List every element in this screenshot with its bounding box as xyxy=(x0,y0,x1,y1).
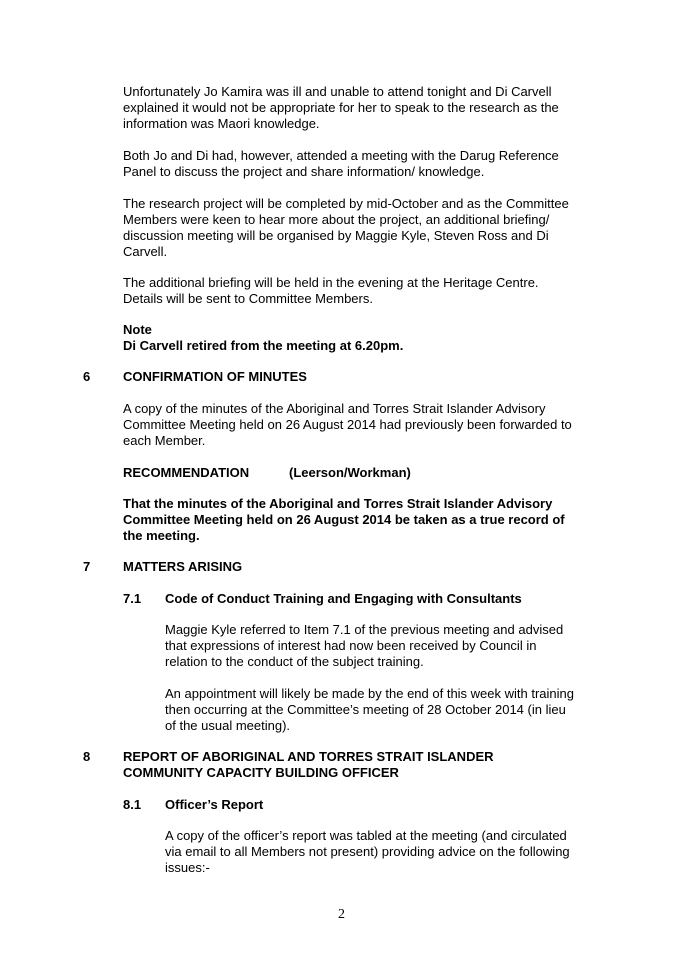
subsection-7-1-paragraph-2: An appointment will likely be made by the end of this week with training then occurring at the Committee’s meeting of 28 October 2014 (in lieu of the usual meeting). xyxy=(165,686,574,733)
paragraph-darug-panel: Both Jo and Di had, however, attended a meeting with the Darug Reference Panel to discuss the project and share information/ knowledge. xyxy=(123,148,559,179)
section-8-heading: REPORT OF ABORIGINAL AND TORRES STRAIT ISLANDER COMMUNITY CAPACITY BUILDING OFFICER xyxy=(123,749,494,780)
note-text: Di Carvell retired from the meeting at 6.20pm. xyxy=(123,338,404,353)
paragraph-jo-kamira-absence: Unfortunately Jo Kamira was ill and unable to attend tonight and Di Carvell explained it would not be appropriate for her to speak to the research as the information was Maori knowledge. xyxy=(123,84,559,131)
subsection-7-1-number: 7.1 xyxy=(123,591,142,606)
section-6-resolution: That the minutes of the Aboriginal and Torres Strait Islander Advisory Committee Meeting held on 26 August 2014 be taken as a true record of the meeting. xyxy=(123,496,565,543)
recommendation-movers: (Leerson/Workman) xyxy=(289,465,411,480)
section-6-heading: CONFIRMATION OF MINUTES xyxy=(123,369,307,384)
section-6-body: A copy of the minutes of the Aboriginal and Torres Strait Islander Advisory Committee Meeting held on 26 August 2014 had previously been forwarded to each Member. xyxy=(123,401,572,448)
subsection-8-1-number: 8.1 xyxy=(123,797,142,812)
section-8-number: 8 xyxy=(83,749,91,764)
note-label: Note xyxy=(123,322,152,337)
section-7-number: 7 xyxy=(83,559,91,574)
subsection-7-1-paragraph-1: Maggie Kyle referred to Item 7.1 of the previous meeting and advised that expressions of interest had now been received by Council in relation to the conduct of the subject training. xyxy=(165,622,564,669)
paragraph-additional-briefing: The additional briefing will be held in the evening at the Heritage Centre. Details will be sent to Committee Members. xyxy=(123,275,539,306)
section-7-heading: MATTERS ARISING xyxy=(123,559,243,574)
subsection-8-1-heading: Officer’s Report xyxy=(165,797,264,812)
recommendation-label: RECOMMENDATION xyxy=(123,465,250,480)
paragraph-research-completion: The research project will be completed by mid-October and as the Committee Members were keen to hear more about the project, an additional briefing/ discussion meeting will be organised by Maggie Kyle, Steven Ross and Di Carvell. xyxy=(123,196,569,259)
section-6-number: 6 xyxy=(83,369,91,384)
subsection-8-1-paragraph-1: A copy of the officer’s report was tabled at the meeting (and circulated via email to all Members not present) providing advice on the following issues:- xyxy=(165,828,570,875)
subsection-7-1-heading: Code of Conduct Training and Engaging with Consultants xyxy=(165,591,522,606)
page-number: 2 xyxy=(338,907,345,922)
